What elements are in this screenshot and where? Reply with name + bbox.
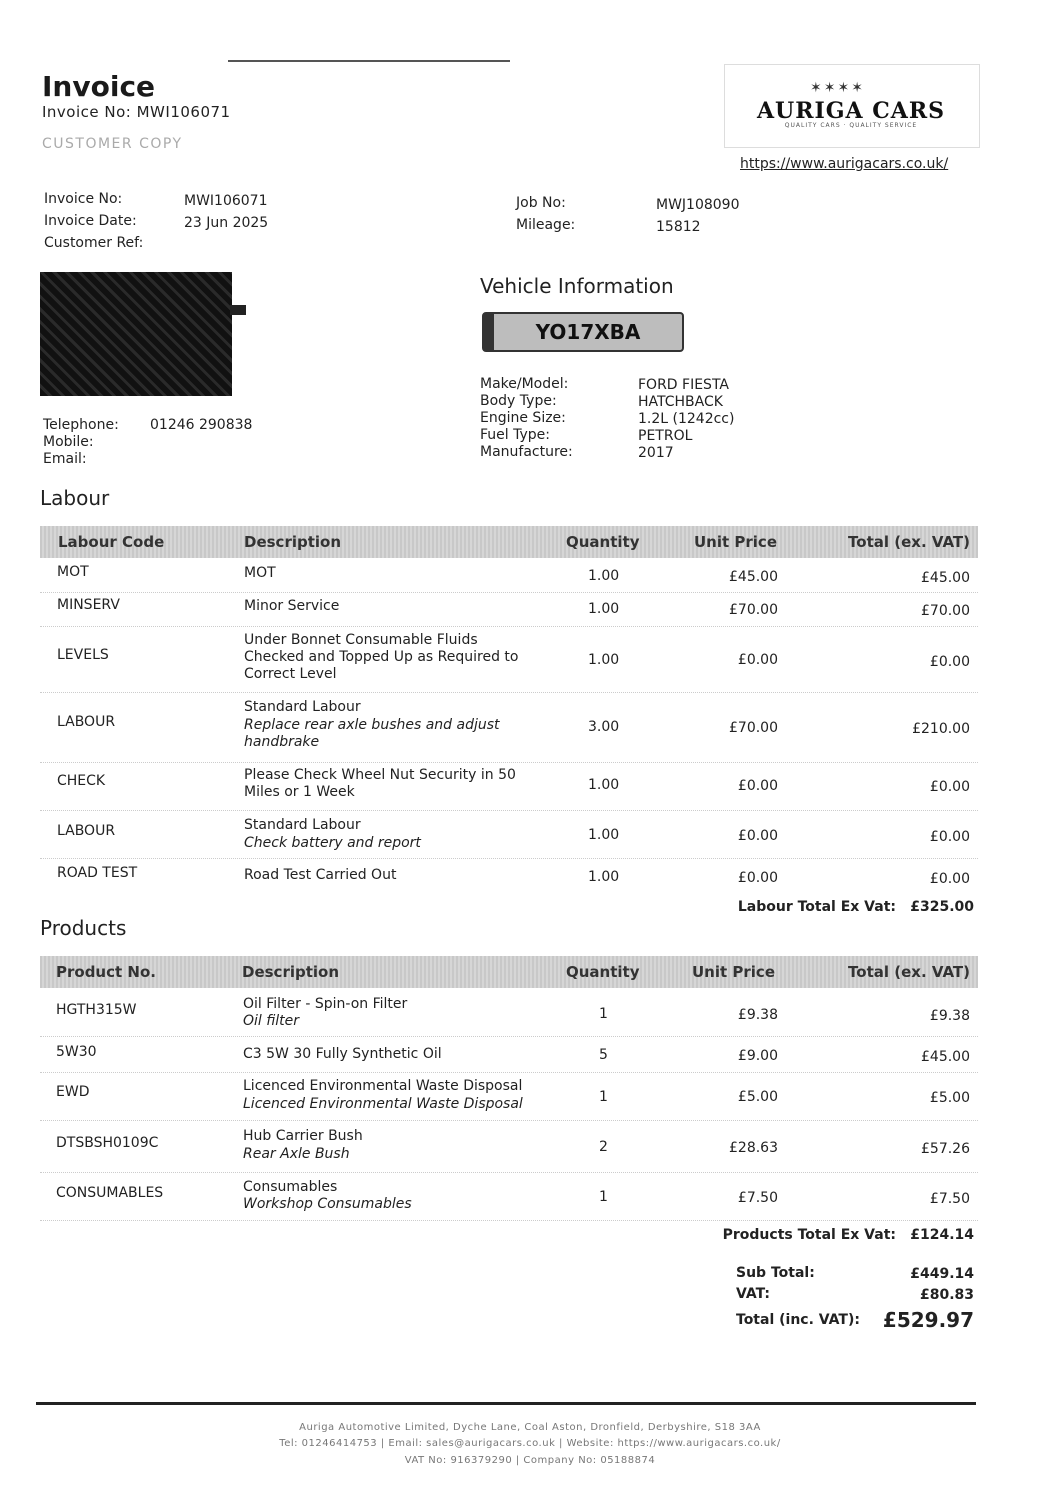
- row-divider: [40, 1220, 978, 1221]
- job-no-label: Job No:: [516, 195, 566, 211]
- col-product-no: Product No.: [56, 963, 156, 981]
- product-note: Rear Axle Bush: [243, 1146, 350, 1162]
- row-divider: [40, 762, 978, 763]
- invoice-info-labels: [44, 188, 143, 254]
- mobile-label: Mobile:: [43, 434, 94, 450]
- labour-total: £70.00: [921, 603, 970, 619]
- labour-total: £210.00: [912, 721, 970, 737]
- row-divider: [40, 858, 978, 859]
- invoice-number-subtitle: Invoice No: MWI106071: [42, 103, 231, 121]
- labour-code: LEVELS: [57, 647, 109, 663]
- row-divider: [40, 626, 978, 627]
- vehicle-label: Body Type:: [480, 393, 557, 409]
- plate-text: YO17XBA: [535, 320, 641, 344]
- mileage-value: 15812: [656, 219, 701, 235]
- customer-ref-value: [184, 234, 268, 256]
- mileage-label: Mileage:: [516, 217, 576, 233]
- col-description: Description: [242, 963, 340, 981]
- product-unit: £7.50: [737, 1190, 778, 1206]
- product-total: £57.26: [921, 1141, 970, 1157]
- vehicle-labels: [480, 376, 573, 461]
- vehicle-value: FORD FIESTA: [638, 377, 729, 393]
- product-code: EWD: [56, 1084, 90, 1100]
- product-qty: 2: [599, 1139, 608, 1155]
- labour-desc: MOT: [244, 565, 276, 581]
- labour-code: MOT: [57, 564, 89, 580]
- grand-total-value: £529.97: [882, 1308, 974, 1332]
- plate-strip: [484, 314, 494, 350]
- product-desc: Consumables: [243, 1179, 338, 1195]
- labour-code: ROAD TEST: [57, 865, 138, 881]
- footer-contact: Tel: 01246414753 | Email: sales@aurigacars.co.uk | Website: https://www.aurigacars.co.uk/: [279, 1438, 781, 1449]
- product-qty: 5: [599, 1047, 608, 1063]
- email-value: [150, 451, 252, 468]
- subtotal-value: £449.14: [910, 1266, 974, 1282]
- labour-unit: £0.00: [737, 870, 778, 886]
- col-unit-price: Unit Price: [692, 963, 775, 981]
- labour-desc-line3: Correct Level: [244, 666, 337, 682]
- labour-unit: £70.00: [729, 720, 778, 736]
- product-qty: 1: [599, 1189, 608, 1205]
- labour-qty: 1.00: [588, 652, 620, 668]
- logo-name: AURIGA CARS: [756, 98, 946, 124]
- vehicle-value: 1.2L (1242cc): [638, 411, 735, 427]
- redaction-mark: [230, 305, 246, 315]
- product-desc: Licenced Environmental Waste Disposal: [243, 1078, 523, 1094]
- redacted-address: [40, 272, 232, 396]
- product-unit: £9.38: [737, 1007, 778, 1023]
- labour-desc-line2: Miles or 1 Week: [244, 784, 355, 800]
- labour-total-value: £325.00: [910, 899, 974, 915]
- labour-unit: £0.00: [737, 652, 778, 668]
- vehicle-value: PETROL: [638, 428, 693, 444]
- labour-unit: £0.00: [737, 778, 778, 794]
- footer-address: Auriga Automotive Limited, Dyche Lane, Coal Aston, Dronfield, Derbyshire, S18 3AA: [299, 1422, 761, 1433]
- labour-desc: Standard Labour: [244, 817, 361, 833]
- labour-desc: Under Bonnet Consumable Fluids: [244, 632, 478, 648]
- footer-rule: [36, 1402, 976, 1405]
- row-divider: [40, 1172, 978, 1173]
- product-total: £45.00: [921, 1049, 970, 1065]
- contact-labels: [43, 417, 119, 468]
- product-unit: £5.00: [737, 1089, 778, 1105]
- product-qty: 1: [599, 1006, 608, 1022]
- logo-tagline: QUALITY CARS · QUALITY SERVICE: [784, 122, 918, 129]
- labour-code: CHECK: [57, 773, 106, 789]
- customer-ref-label: Customer Ref:: [44, 235, 144, 251]
- telephone-value: 01246 290838: [150, 417, 253, 433]
- labour-qty: 1.00: [588, 568, 620, 584]
- vat-label: VAT:: [736, 1286, 771, 1302]
- job-info-labels: [516, 192, 575, 236]
- product-note: Licenced Environmental Waste Disposal: [243, 1096, 523, 1112]
- labour-desc: Please Check Wheel Nut Security in 50: [244, 767, 516, 783]
- invoice-date-value: 23 Jun 2025: [184, 215, 269, 231]
- vehicle-label: Make/Model:: [480, 376, 569, 392]
- customer-copy-label: CUSTOMER COPY: [42, 136, 183, 152]
- page-title: Invoice: [42, 70, 156, 103]
- product-code: 5W30: [56, 1044, 97, 1060]
- invoice-date-label: Invoice Date:: [44, 213, 137, 229]
- labour-total: £0.00: [929, 829, 970, 845]
- vehicle-info-title: Vehicle Information: [480, 274, 674, 298]
- labour-unit: £70.00: [729, 602, 778, 618]
- row-divider: [40, 592, 978, 593]
- telephone-label: Telephone:: [43, 417, 119, 433]
- product-desc: Oil Filter - Spin-on Filter: [243, 996, 408, 1012]
- invoice-no-label: Invoice No:: [44, 191, 123, 207]
- footer-registration: VAT No: 916379290 | Company No: 05188874: [404, 1455, 656, 1466]
- labour-desc: Minor Service: [244, 598, 340, 614]
- vehicle-value: HATCHBACK: [638, 394, 723, 410]
- product-qty: 1: [599, 1089, 608, 1105]
- labour-total: £0.00: [929, 871, 970, 887]
- vehicle-values: [638, 377, 734, 462]
- row-divider: [40, 1120, 978, 1121]
- row-divider: [40, 692, 978, 693]
- invoice-no-value: MWI106071: [184, 193, 268, 209]
- subtotal-label: Sub Total:: [736, 1265, 815, 1281]
- header-rule: [228, 60, 510, 62]
- product-total: £5.00: [929, 1090, 970, 1106]
- contact-values: [150, 417, 252, 468]
- vehicle-value: 2017: [638, 445, 674, 461]
- labour-desc: Standard Labour: [244, 699, 361, 715]
- product-total: £7.50: [929, 1191, 970, 1207]
- grand-total-label: Total (inc. VAT):: [736, 1312, 860, 1328]
- email-label: Email:: [43, 451, 87, 467]
- labour-table-header: [40, 526, 978, 558]
- labour-qty: 1.00: [588, 869, 620, 885]
- labour-code: LABOUR: [57, 714, 116, 730]
- col-labour-code: Labour Code: [58, 533, 165, 551]
- labour-qty: 3.00: [588, 719, 620, 735]
- product-code: HGTH315W: [56, 1002, 137, 1018]
- products-total-label: Products Total Ex Vat:: [722, 1227, 896, 1243]
- labour-desc-line2: Checked and Topped Up as Required to: [244, 649, 519, 665]
- product-code: CONSUMABLES: [56, 1185, 164, 1201]
- labour-unit: £0.00: [737, 828, 778, 844]
- product-desc: Hub Carrier Bush: [243, 1128, 363, 1144]
- number-plate: [482, 312, 684, 352]
- labour-note: Replace rear axle bushes and adjust: [244, 717, 500, 733]
- labour-total: £0.00: [929, 779, 970, 795]
- website-link[interactable]: https://www.aurigacars.co.uk/: [740, 156, 949, 172]
- product-desc: C3 5W 30 Fully Synthetic Oil: [243, 1046, 442, 1062]
- vehicle-label: Engine Size:: [480, 410, 566, 426]
- labour-code: MINSERV: [57, 597, 120, 613]
- product-total: £9.38: [929, 1008, 970, 1024]
- col-description: Description: [244, 533, 342, 551]
- row-divider: [40, 810, 978, 811]
- product-note: Workshop Consumables: [243, 1196, 412, 1212]
- labour-qty: 1.00: [588, 827, 620, 843]
- col-total: Total (ex. VAT): [848, 963, 970, 981]
- job-no-value: MWJ108090: [656, 197, 740, 213]
- products-total-value: £124.14: [910, 1227, 974, 1243]
- col-quantity: Quantity: [566, 963, 640, 981]
- vehicle-label: Fuel Type:: [480, 427, 550, 443]
- star-crown-icon: ✶✶✶✶: [810, 80, 865, 96]
- labour-qty: 1.00: [588, 777, 620, 793]
- job-info-values: [656, 194, 740, 238]
- product-unit: £9.00: [737, 1048, 778, 1064]
- labour-code: LABOUR: [57, 823, 116, 839]
- vat-value: £80.83: [919, 1287, 974, 1303]
- labour-qty: 1.00: [588, 601, 620, 617]
- mobile-value: [150, 434, 252, 451]
- vehicle-label: Manufacture:: [480, 444, 573, 460]
- labour-total: £45.00: [921, 570, 970, 586]
- labour-note-line2: handbrake: [244, 734, 320, 750]
- invoice-info-values: [184, 190, 268, 256]
- labour-unit: £45.00: [729, 569, 778, 585]
- labour-desc: Road Test Carried Out: [244, 867, 397, 883]
- product-unit: £28.63: [729, 1140, 778, 1156]
- row-divider: [40, 1072, 978, 1073]
- labour-note: Check battery and report: [244, 835, 421, 851]
- labour-title: Labour: [40, 486, 110, 510]
- col-total: Total (ex. VAT): [848, 533, 970, 551]
- labour-total: £0.00: [929, 654, 970, 670]
- products-title: Products: [40, 916, 127, 940]
- product-note: Oil filter: [243, 1013, 300, 1029]
- col-unit-price: Unit Price: [694, 533, 777, 551]
- col-quantity: Quantity: [566, 533, 640, 551]
- products-table-header: [40, 956, 978, 988]
- product-code: DTSBSH0109C: [56, 1135, 159, 1151]
- row-divider: [40, 1036, 978, 1037]
- labour-total-label: Labour Total Ex Vat:: [737, 899, 896, 915]
